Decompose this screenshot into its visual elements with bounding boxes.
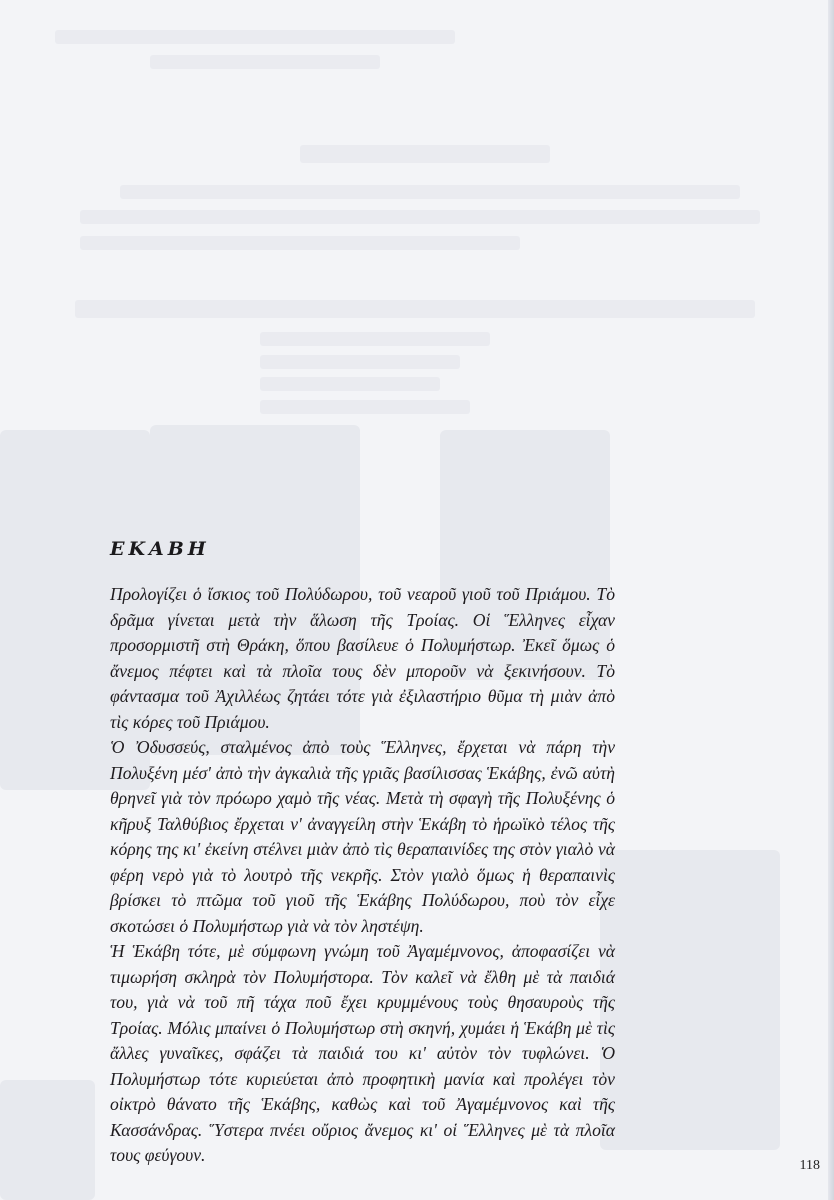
show-through-text-line [260,332,490,346]
page-number: 118 [799,1158,820,1173]
show-through-text-line [55,30,455,44]
page-title: ΕΚΑΒΗ [110,538,210,560]
show-through-text-line [80,210,760,224]
show-through-photo-bottom-left [0,1080,95,1200]
show-through-photo-bottom-right [600,850,780,1150]
paragraph-polyxena: Ὁ Ὀδυσσεύς, σταλμένος ἀπὸ τοὺς Ἕλληνες, ἔρχεται νὰ πάρη τὴν Πολυξένη μέσ' ἀπὸ τὴν ἀγκαλιὰ τῆς γριᾶς βασίλισσας Ἑκάβης, ἐνῶ αὐτὴ θρηνεῖ γιὰ τὸν πρόωρο χαμὸ τῆς νέας. Μετὰ τὴ σφαγὴ τῆς Πολυξένης ὁ κῆρυξ Ταλθύβιος ἔρχεται ν' ἀναγγείλη στὴν Ἑκάβη τὸ ἡρωϊκὸ τέλος τῆς κόρης της κι' ἐκείνη στέλνει μιὰν ἀπὸ τὶς θεραπαινίδες της στὸν γιαλὸ νὰ φέρη νερὸ γιὰ τὸ λουτρὸ τῆς νεκρῆς. Στὸν γιαλὸ ὅμως ἡ θεραπαινὶς βρίσκει τὸ πτῶμα τοῦ γιοῦ τῆς Ἑκάβης Πολύδωρου, ποὺ τὸν εἶχε σκοτώσει ὁ Πολυμήστωρ γιὰ νὰ τὸν ληστέψη. [110,737,615,936]
paragraph-revenge: Ἡ Ἑκάβη τότε, μὲ σύμφωνη γνώμη τοῦ Ἀγαμέμνονος, ἀποφασίζει νὰ τιμωρήση σκληρὰ τὸν Πολυμήστορα. Τὸν καλεῖ νὰ ἔλθη μὲ τὰ παιδιά του, γιὰ νὰ τοῦ πῆ τάχα ποῦ ἔχει κρυμμένους τοὺς θησαυροὺς τῆς Τροίας. Μόλις μπαίνει ὁ Πολυμήστωρ στὴ σκηνή, χυμάει ἡ Ἑκάβη μὲ τὶς ἄλλες γυναῖκες, σφάζει τὰ παιδιά του κι' αὐτὸν τὸν τυφλώνει. Ὁ Πολυμήστωρ τότε κυριεύεται ἀπὸ προφητικὴ μανία καὶ προλέγει τὸν οἰκτρὸ θάνατο τῆς Ἑκάβης, καθὼς καὶ τοῦ Ἀγαμέμνονος καὶ τῆς Κασσάνδρας. Ὕστερα πνέει οὔριος ἄνεμος κι' οἱ Ἕλληνες μὲ τὰ πλοῖα τους φεύγουν. [110,941,615,1165]
show-through-text-line [75,300,755,318]
show-through-text-line [260,400,470,414]
paragraph-prologue: Προλογίζει ὁ ἴσκιος τοῦ Πολύδωρου, τοῦ νεαροῦ γιοῦ τοῦ Πριάμου. Τὸ δρᾶμα γίνεται μετὰ τὴν ἅλωση τῆς Τροίας. Οἱ Ἕλληνες εἶχαν προσορμιστῆ στὴ Θράκη, ὅπου βασίλευε ὁ Πολυμήστωρ. Ἐκεῖ ὅμως ὁ ἄνεμος πέφτει καὶ τὰ πλοῖα τους δὲν μποροῦν νὰ ξεκινήσουν. Τὸ φάντασμα τοῦ Ἀχιλλέως ζητάει τότε γιὰ ἐξιλαστήριο θῦμα τὴ μιὰν ἀπὸ τὶς κόρες τοῦ Πριάμου. [110,584,615,732]
show-through-text-line [80,236,520,250]
show-through-text-line [300,145,550,163]
show-through-text-line [260,355,460,369]
article [110,538,615,1169]
show-through-text-line [120,185,740,199]
page-edge [828,0,834,1200]
show-through-text-line [150,55,380,69]
show-through-text-line [260,377,440,391]
